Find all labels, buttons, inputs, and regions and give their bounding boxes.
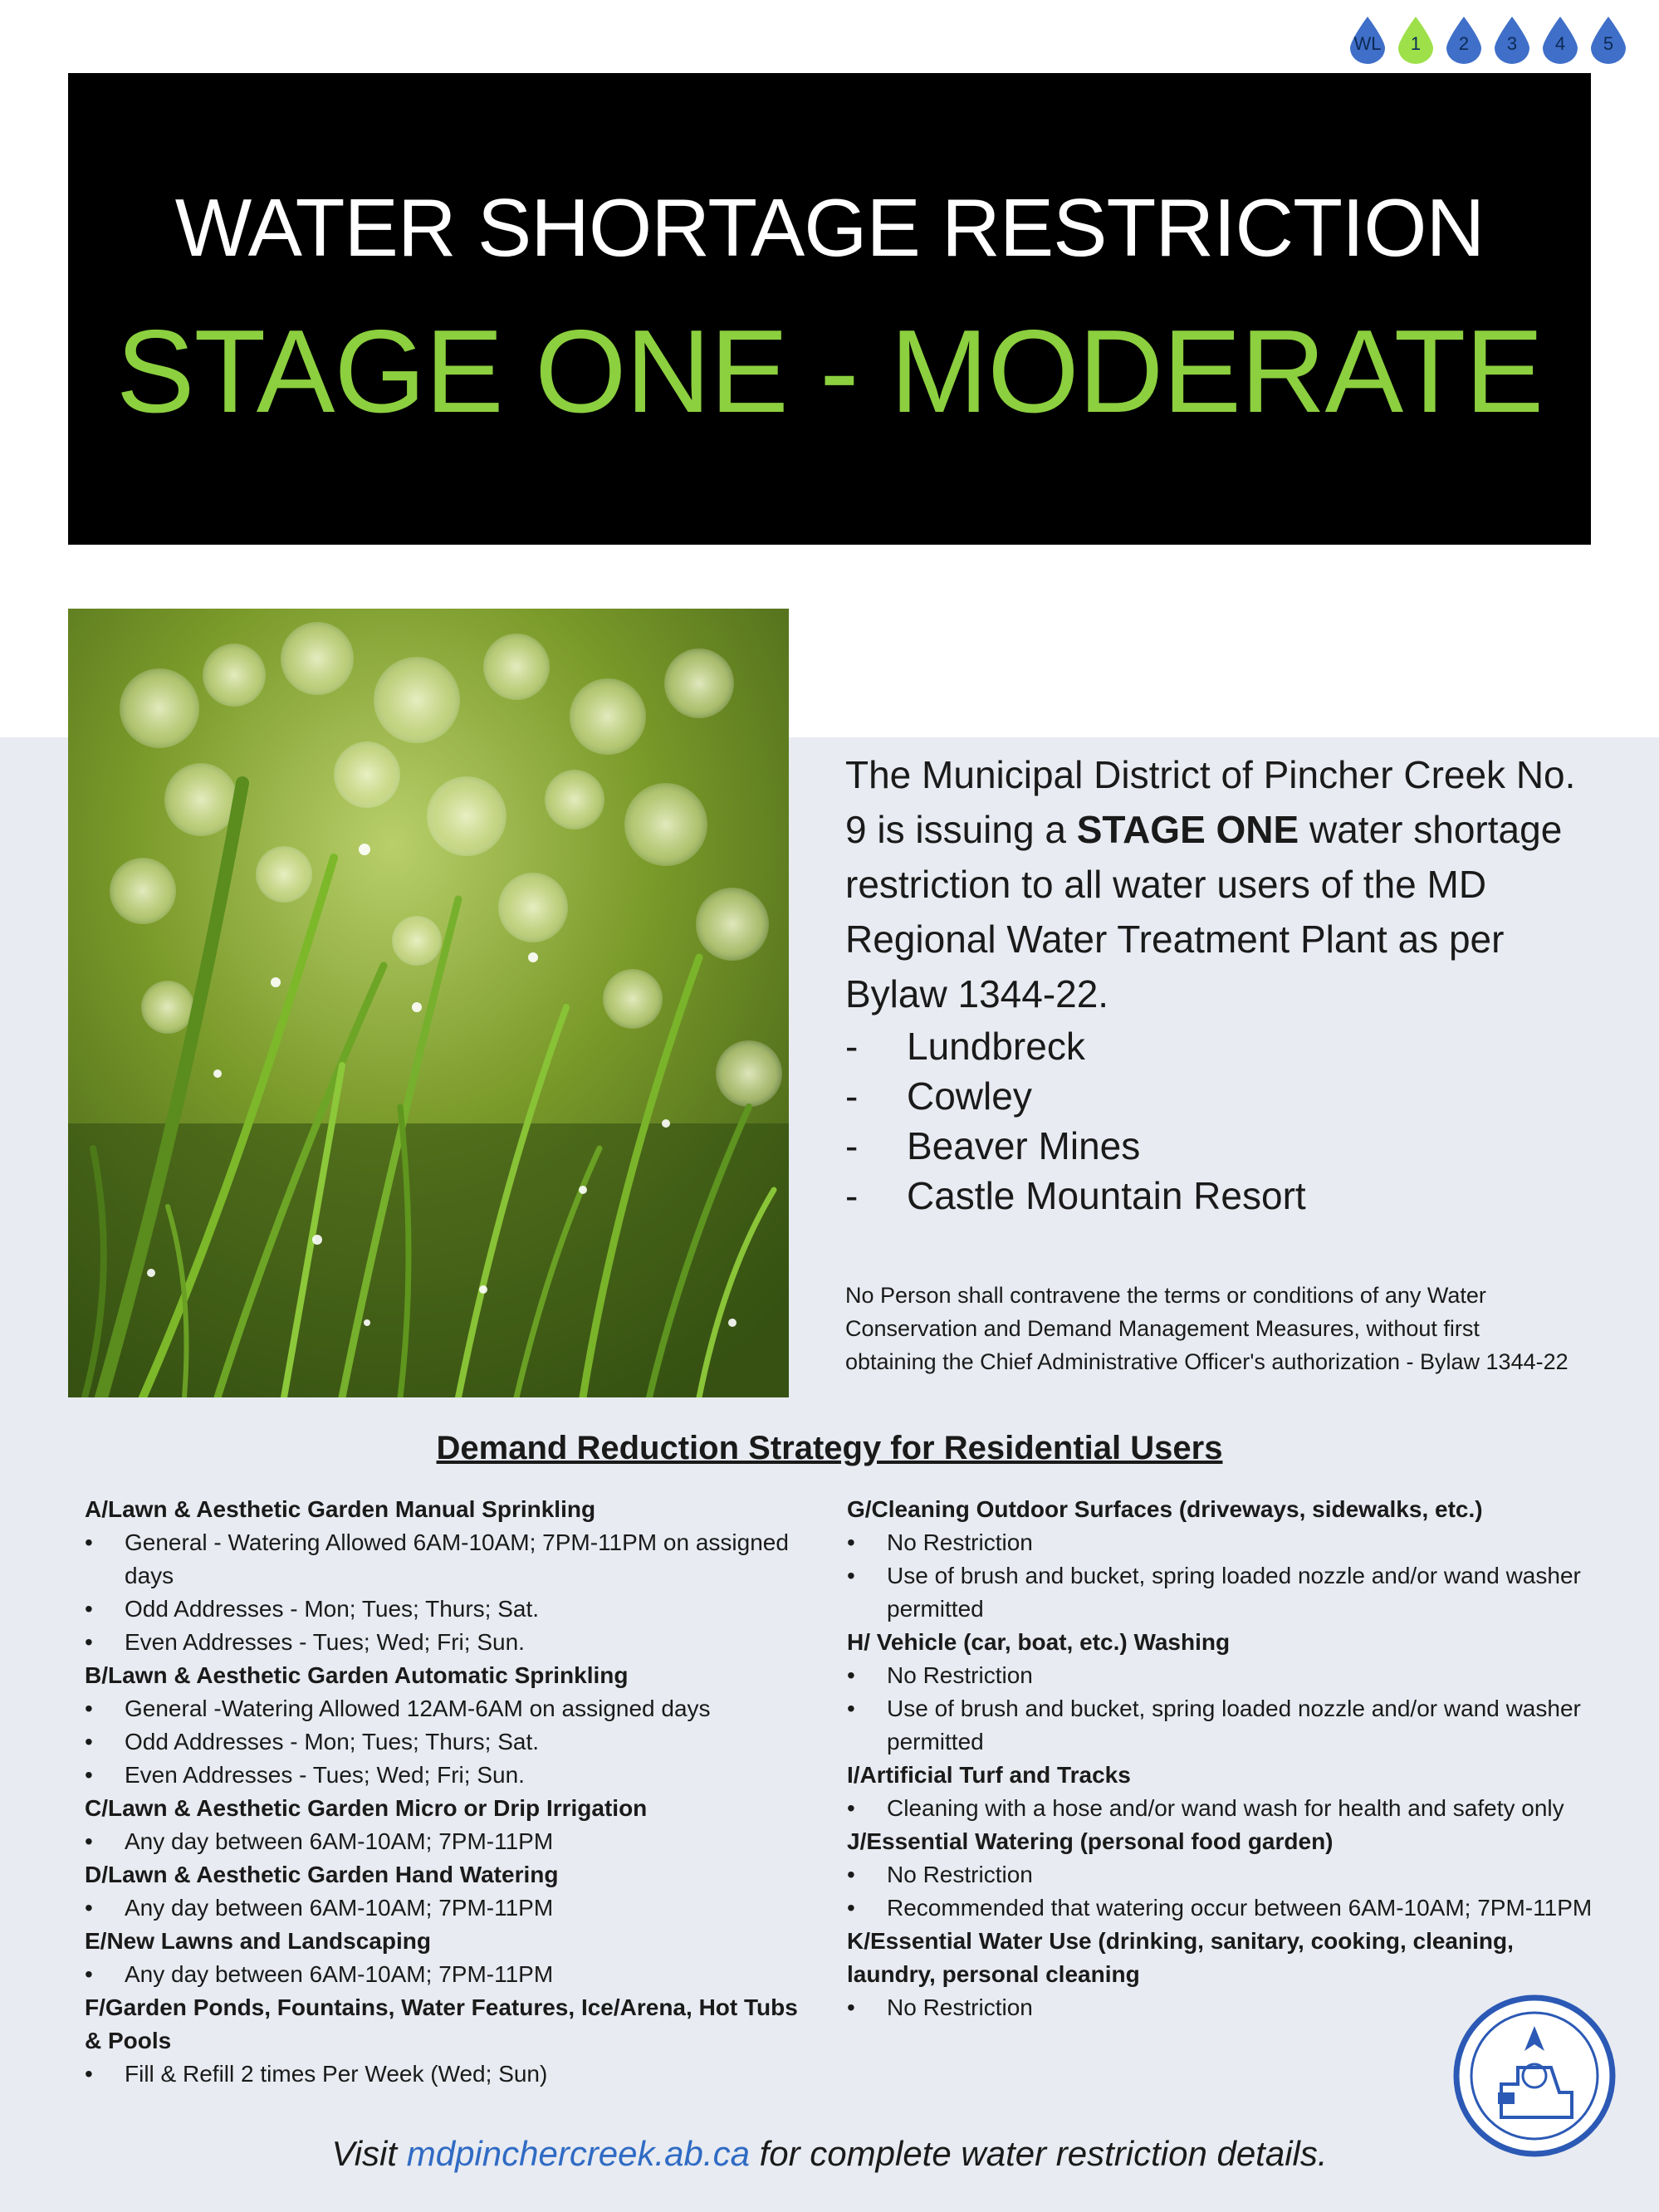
town-item: - Castle Mountain Resort: [845, 1174, 1306, 1217]
bullet-icon: •: [847, 1895, 855, 1921]
bullet-item: [85, 1958, 815, 1991]
section-heading: B/Lawn & Aesthetic Garden Automatic Sprinkling: [85, 1662, 629, 1688]
bullet-text: Even Addresses - Tues; Wed; Fri; Sun.: [125, 1629, 525, 1655]
bullet-icon: •: [85, 1729, 93, 1754]
bullet-text: Any day between 6AM-10AM; 7PM-11PM: [125, 1895, 554, 1921]
towns-list: [845, 1021, 1593, 1221]
bullet-icon: •: [85, 1596, 93, 1622]
website-link[interactable]: mdpinchercreek.ab.ca: [406, 2134, 750, 2173]
bullet-text: No Restriction: [887, 1994, 1033, 2020]
bullet-text: No Restriction: [887, 1529, 1033, 1555]
section-heading: E/New Lawns and Landscaping: [85, 1928, 431, 1954]
bylaw-note: No Person shall contravene the terms or conditions of any Water Conservation and Demand Management Measures, without first obtaining the Chief Administrative Officer's authorization - Bylaw 1344-22: [845, 1283, 1568, 1374]
section-heading: J/Essential Watering (personal food garden): [847, 1828, 1334, 1854]
stage-drop-2: 2: [1443, 15, 1485, 65]
bullet-icon: •: [85, 1895, 93, 1921]
bullet-icon: •: [85, 1961, 93, 1987]
bullet-text: Fill & Refill 2 times Per Week (Wed; Sun): [125, 2061, 548, 2087]
bullet-icon: •: [847, 1529, 855, 1555]
bullet-icon: •: [85, 1696, 93, 1721]
bullet-item: [847, 1526, 1594, 1559]
stage-indicator: [1347, 15, 1629, 65]
bullet-item: [85, 1825, 815, 1858]
bullet-text: Odd Addresses - Mon; Tues; Thurs; Sat.: [125, 1596, 540, 1622]
stage-drop-3: 3: [1491, 15, 1533, 65]
town-item: - Lundbreck: [845, 1025, 1085, 1068]
bullet-text: Use of brush and bucket, spring loaded nozzle and/or wand washer permitted: [887, 1696, 1581, 1754]
bullet-item: [847, 1792, 1594, 1825]
bullet-icon: •: [847, 1563, 855, 1588]
bullet-text: General - Watering Allowed 6AM-10AM; 7PM-11PM on assigned days: [125, 1529, 789, 1588]
bullet-item: [847, 1858, 1594, 1891]
bullet-icon: •: [847, 1696, 855, 1721]
bullet-icon: •: [85, 1828, 93, 1854]
left-column: [85, 1493, 815, 2091]
bullet-text: General -Watering Allowed 12AM-6AM on assigned days: [125, 1696, 711, 1721]
section-heading: D/Lawn & Aesthetic Garden Hand Watering: [85, 1862, 559, 1887]
bullet-icon: •: [847, 1662, 855, 1688]
section-heading: F/Garden Ponds, Fountains, Water Features, Ice/Arena, Hot Tubs & Pools: [85, 1994, 798, 2053]
bullet-icon: •: [85, 1529, 93, 1555]
bullet-text: Any day between 6AM-10AM; 7PM-11PM: [125, 1961, 554, 1987]
right-column: [847, 1493, 1594, 2024]
banner-subtitle: STAGE ONE - MODERATE: [115, 306, 1544, 438]
bullet-text: No Restriction: [887, 1862, 1033, 1887]
section-heading: H/ Vehicle (car, boat, etc.) Washing: [847, 1629, 1231, 1655]
bullet-item: [85, 1725, 815, 1759]
bullet-item: [85, 1593, 815, 1626]
bullet-item: [85, 1891, 815, 1925]
bullet-item: [847, 1659, 1594, 1692]
bullet-text: Odd Addresses - Mon; Tues; Thurs; Sat.: [125, 1729, 540, 1754]
bullet-icon: •: [847, 1862, 855, 1887]
bullet-text: No Restriction: [887, 1662, 1033, 1688]
bullet-text: Even Addresses - Tues; Wed; Fri; Sun.: [125, 1762, 525, 1788]
grass-dew-photo: [68, 609, 789, 1397]
bullet-item: [85, 1692, 815, 1725]
footer-line: Visit mdpinchercreek.ab.ca for complete water restriction details.: [331, 2134, 1328, 2173]
strategy-title: Demand Reduction Strategy for Residential Users: [436, 1430, 1223, 1466]
banner-title: WATER SHORTAGE RESTRICTION: [174, 182, 1485, 273]
bullet-icon: •: [85, 1629, 93, 1655]
section-heading: G/Cleaning Outdoor Surfaces (driveways, sidewalks, etc.): [847, 1496, 1483, 1522]
bullet-item: [85, 1526, 815, 1593]
town-item: - Beaver Mines: [845, 1124, 1141, 1167]
intro-block: [845, 747, 1593, 1221]
bullet-item: [847, 1692, 1594, 1759]
bullet-item: [847, 1891, 1594, 1925]
bullet-text: Use of brush and bucket, spring loaded nozzle and/or wand washer permitted: [887, 1563, 1581, 1622]
bullet-text: Any day between 6AM-10AM; 7PM-11PM: [125, 1828, 554, 1854]
title-banner: [68, 73, 1591, 545]
town-item: - Cowley: [845, 1074, 1032, 1118]
bullet-item: [85, 1759, 815, 1792]
stage-drop-wl: WL: [1347, 15, 1388, 65]
section-heading: C/Lawn & Aesthetic Garden Micro or Drip Irrigation: [85, 1795, 648, 1821]
bullet-icon: •: [847, 1994, 855, 2020]
stage-drop-4: 4: [1539, 15, 1581, 65]
bullet-text: Cleaning with a hose and/or wand wash for health and safety only: [887, 1795, 1564, 1821]
bullet-item: [85, 2058, 815, 2091]
bullet-icon: •: [85, 2061, 93, 2087]
bullet-item: [85, 1626, 815, 1659]
bullet-icon: •: [85, 1762, 93, 1788]
bullet-text: Recommended that watering occur between 6AM-10AM; 7PM-11PM: [887, 1895, 1593, 1921]
section-heading: K/Essential Water Use (drinking, sanitary, cooking, cleaning, laundry, personal cleaning: [847, 1928, 1514, 1987]
section-heading: A/Lawn & Aesthetic Garden Manual Sprinkling: [85, 1496, 596, 1522]
bullet-item: [847, 1559, 1594, 1626]
stage-drop-1-active: 1: [1395, 15, 1436, 65]
bullet-icon: •: [847, 1795, 855, 1821]
section-heading: I/Artificial Turf and Tracks: [847, 1762, 1131, 1788]
md-pincher-creek-logo: [1451, 1993, 1617, 2159]
intro-paragraph: The Municipal District of Pincher Creek No. 9 is issuing a STAGE ONE water shortage restriction to all water users of the MD Regional Water Treatment Plant as per Bylaw 1344-22.: [845, 753, 1576, 1015]
stage-drop-5: 5: [1588, 15, 1629, 65]
